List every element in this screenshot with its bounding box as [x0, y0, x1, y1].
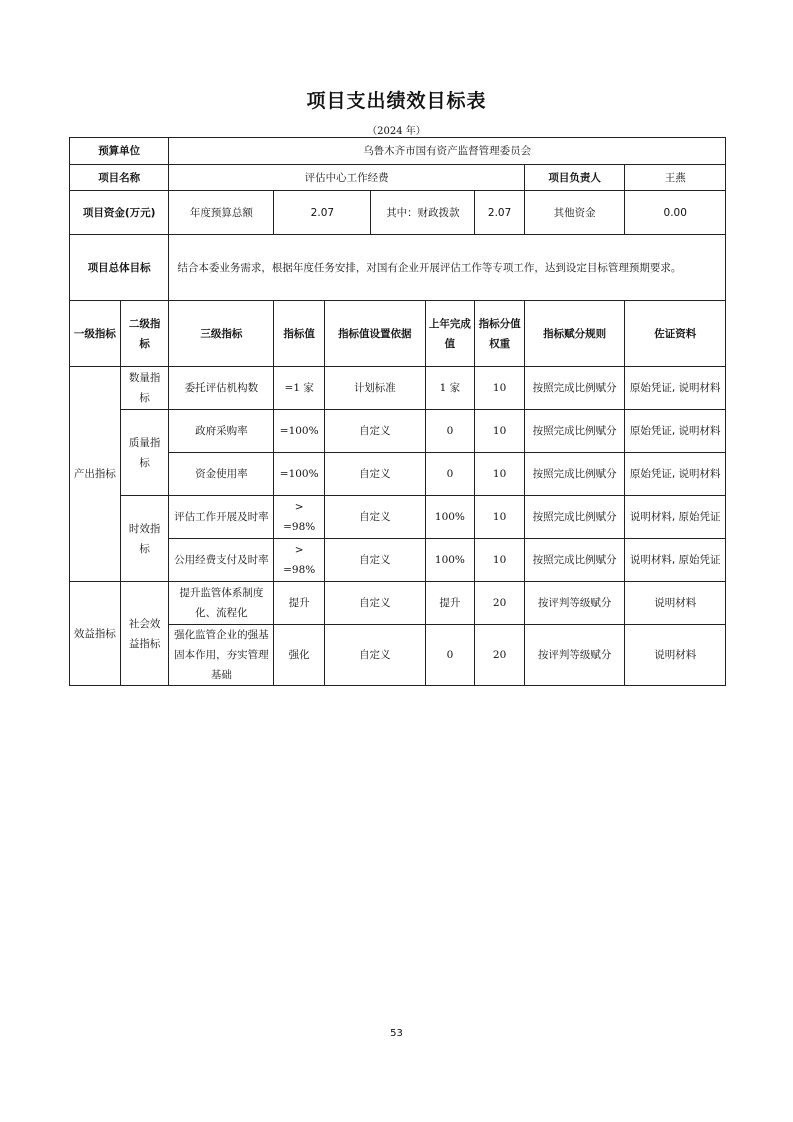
indicator-value: 强化: [274, 625, 325, 686]
table-row: [70, 367, 726, 410]
indicator-last-year: 0: [425, 625, 475, 686]
group-output: 产出指标: [70, 367, 121, 582]
annual-budget-value: 2.07: [274, 191, 371, 235]
budget-unit-row: [70, 138, 726, 165]
table-row: [70, 496, 726, 539]
indicator-weight: 20: [475, 625, 525, 686]
indicator-value: =100%: [274, 453, 325, 496]
indicator-last-year: 0: [425, 453, 475, 496]
page-title: 项目支出绩效目标表: [306, 90, 487, 112]
indicator-rule: 按照完成比例赋分: [524, 410, 624, 453]
indicator-rule: 按照完成比例赋分: [524, 539, 624, 582]
fiscal-funds-value: 2.07: [475, 191, 525, 235]
table-row: [70, 453, 726, 496]
column-header-row: [70, 301, 726, 367]
overall-goal-row: [70, 235, 726, 301]
subgroup-social: 社会效益指标: [120, 582, 169, 686]
indicator-basis: 自定义: [325, 625, 425, 686]
col-level2: 二级指标: [120, 301, 169, 367]
table-row: [70, 539, 726, 582]
indicator-value: > =98%: [274, 539, 325, 582]
indicator-last-year: 1 家: [425, 367, 475, 410]
indicator-name: 资金使用率: [169, 453, 274, 496]
indicator-basis: 自定义: [325, 410, 425, 453]
budget-unit-value: 乌鲁木齐市国有资产监督管理委员会: [169, 138, 726, 165]
indicator-basis: 自定义: [325, 582, 425, 625]
indicator-value: > =98%: [274, 496, 325, 539]
col-level3: 三级指标: [169, 301, 274, 367]
indicator-basis: 自定义: [325, 496, 425, 539]
other-funds-label: 其他资金: [524, 191, 624, 235]
project-name-row: [70, 165, 726, 191]
indicator-last-year: 提升: [425, 582, 475, 625]
col-last-year: 上年完成值: [425, 301, 475, 367]
indicator-evidence: 说明材料, 原始凭证: [625, 539, 726, 582]
performance-goal-table: [69, 137, 726, 686]
table-row: [70, 582, 726, 625]
subgroup-quantity: 数量指标: [120, 367, 169, 410]
indicator-rule: 按评判等级赋分: [524, 625, 624, 686]
indicator-evidence: 原始凭证, 说明材料: [625, 453, 726, 496]
indicator-name: 评估工作开展及时率: [169, 496, 274, 539]
indicator-weight: 10: [475, 410, 525, 453]
indicator-basis: 自定义: [325, 453, 425, 496]
col-rule: 指标赋分规则: [524, 301, 624, 367]
indicator-weight: 10: [475, 539, 525, 582]
col-basis: 指标值设置依据: [325, 301, 425, 367]
indicator-evidence: 原始凭证, 说明材料: [625, 410, 726, 453]
indicator-evidence: 说明材料: [625, 625, 726, 686]
indicator-rule: 按评判等级赋分: [524, 582, 624, 625]
project-owner-label: 项目负责人: [524, 165, 624, 191]
indicator-value: =100%: [274, 410, 325, 453]
indicator-name: 政府采购率: [169, 410, 274, 453]
other-funds-value: 0.00: [625, 191, 726, 235]
indicator-evidence: 原始凭证, 说明材料: [625, 367, 726, 410]
table-row: [70, 410, 726, 453]
indicator-weight: 10: [475, 496, 525, 539]
indicator-evidence: 说明材料, 原始凭证: [625, 496, 726, 539]
project-funds-label: 项目资金(万元): [70, 191, 169, 235]
table-year: （2024 年）: [367, 126, 426, 137]
table-row: [70, 625, 726, 686]
indicator-basis: 计划标准: [325, 367, 425, 410]
indicator-last-year: 100%: [425, 539, 475, 582]
indicator-weight: 10: [475, 367, 525, 410]
indicator-rule: 按照完成比例赋分: [524, 367, 624, 410]
subgroup-quality: 质量指标: [120, 410, 169, 496]
indicator-evidence: 说明材料: [625, 582, 726, 625]
col-weight: 指标分值权重: [475, 301, 525, 367]
indicator-weight: 20: [475, 582, 525, 625]
fiscal-funds-label: 其中：财政拨款: [371, 191, 475, 235]
project-owner-value: 王燕: [625, 165, 726, 191]
col-value: 指标值: [274, 301, 325, 367]
project-name-label: 项目名称: [70, 165, 169, 191]
indicator-rule: 按照完成比例赋分: [524, 453, 624, 496]
group-effect: 效益指标: [70, 582, 121, 686]
indicator-last-year: 100%: [425, 496, 475, 539]
indicator-basis: 自定义: [325, 539, 425, 582]
indicator-name: 提升监管体系制度化、流程化: [169, 582, 274, 625]
project-name-value: 评估中心工作经费: [169, 165, 525, 191]
col-evidence: 佐证资料: [625, 301, 726, 367]
page-number: 53: [390, 1028, 403, 1039]
indicator-last-year: 0: [425, 410, 475, 453]
indicator-rule: 按照完成比例赋分: [524, 496, 624, 539]
subgroup-timeliness: 时效指标: [120, 496, 169, 582]
indicator-name: 委托评估机构数: [169, 367, 274, 410]
col-level1: 一级指标: [70, 301, 121, 367]
indicator-value: =1 家: [274, 367, 325, 410]
budget-unit-label: 预算单位: [70, 138, 169, 165]
overall-goal-value: 结合本委业务需求，根据年度任务安排，对国有企业开展评估工作等专项工作，达到设定目标管理预期要求。: [169, 235, 726, 301]
annual-budget-label: 年度预算总额: [169, 191, 274, 235]
indicator-name: 公用经费支付及时率: [169, 539, 274, 582]
indicator-name: 强化监管企业的强基固本作用，夯实管理基础: [169, 625, 274, 686]
overall-goal-label: 项目总体目标: [70, 235, 169, 301]
project-funds-row: [70, 191, 726, 235]
indicator-weight: 10: [475, 453, 525, 496]
indicator-value: 提升: [274, 582, 325, 625]
